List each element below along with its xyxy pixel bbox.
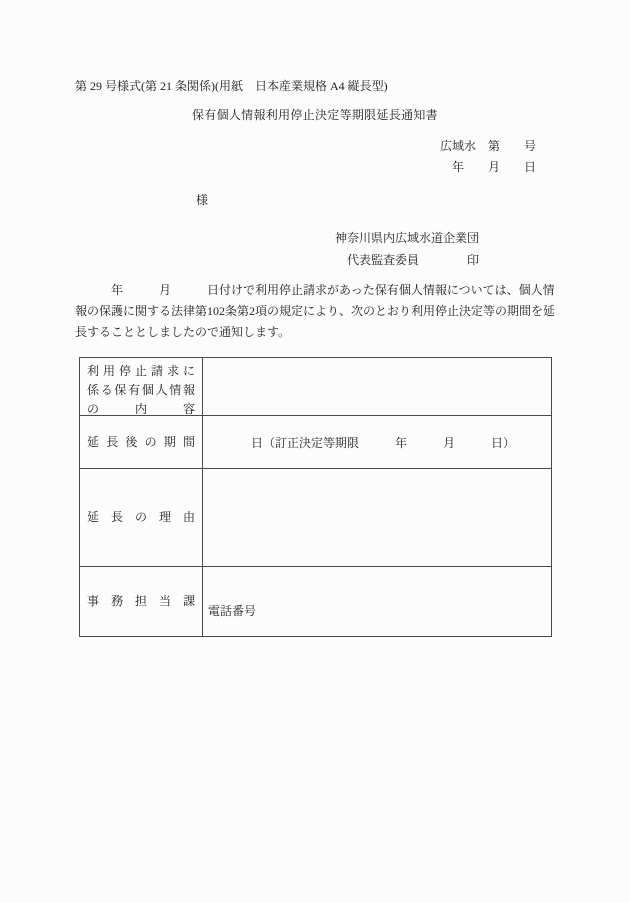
row-label-retained-info <box>80 358 203 415</box>
row-label-line: 係る保有個人情報 <box>87 383 195 397</box>
table-row-retained-info <box>80 358 551 415</box>
document-title: 保有個人情報利用停止決定等期限延長通知書 <box>191 108 438 122</box>
row-label-responsible-section <box>80 567 203 636</box>
row-label-line: 延長の理由 <box>87 510 195 524</box>
row-label-extension-reason <box>80 469 203 566</box>
row-label-line: 事務担当課 <box>87 594 195 608</box>
notification-table <box>79 357 552 637</box>
paragraph-line: 報の保護に関する法律第102条第2項の規定により、次のとおり利用停止決定等の期間を延 <box>75 304 556 318</box>
row-label-extended-period <box>80 416 203 468</box>
document-date-line: 年 月 日 <box>451 160 536 174</box>
document-number-block <box>440 136 536 178</box>
document-number-line: 広域水 第 号 <box>439 139 536 153</box>
responsible-section-value-cell: 電話番号 <box>208 604 257 618</box>
extension-reason-value-cell <box>203 469 551 566</box>
sender-signature-line <box>335 249 479 271</box>
form-number-line: 第 29 号様式(第 21 条関係)(用紙 日本産業規格 A4 縦長型) <box>75 79 388 93</box>
addressee-honorific: 様 <box>196 193 209 207</box>
paragraph-line: 長することとしましたので通知します。 <box>75 325 291 339</box>
extended-period-value-cell: 日（訂正決定等期限 年 月 日） <box>203 435 516 450</box>
retained-info-value-cell <box>203 358 551 415</box>
sender-block <box>335 227 479 271</box>
table-row-extension-reason <box>80 468 551 566</box>
sender-organization: 神奈川県内広域水道企業団 <box>335 231 480 245</box>
notification-paragraph <box>75 280 557 343</box>
table-row-responsible-section <box>80 566 551 636</box>
paragraph-line: 年 月 日付けで利用停止請求があった保有個人情報については、個人情 <box>75 283 555 297</box>
row-label-line: の内容 <box>87 402 195 416</box>
sender-title: 代表監査委員 <box>335 253 420 267</box>
row-label-line: 延長後の期間 <box>87 434 195 449</box>
seal-mark: 印 <box>467 253 480 267</box>
table-row-extended-period <box>80 415 551 468</box>
row-label-line: 利用停止請求に <box>87 364 195 378</box>
